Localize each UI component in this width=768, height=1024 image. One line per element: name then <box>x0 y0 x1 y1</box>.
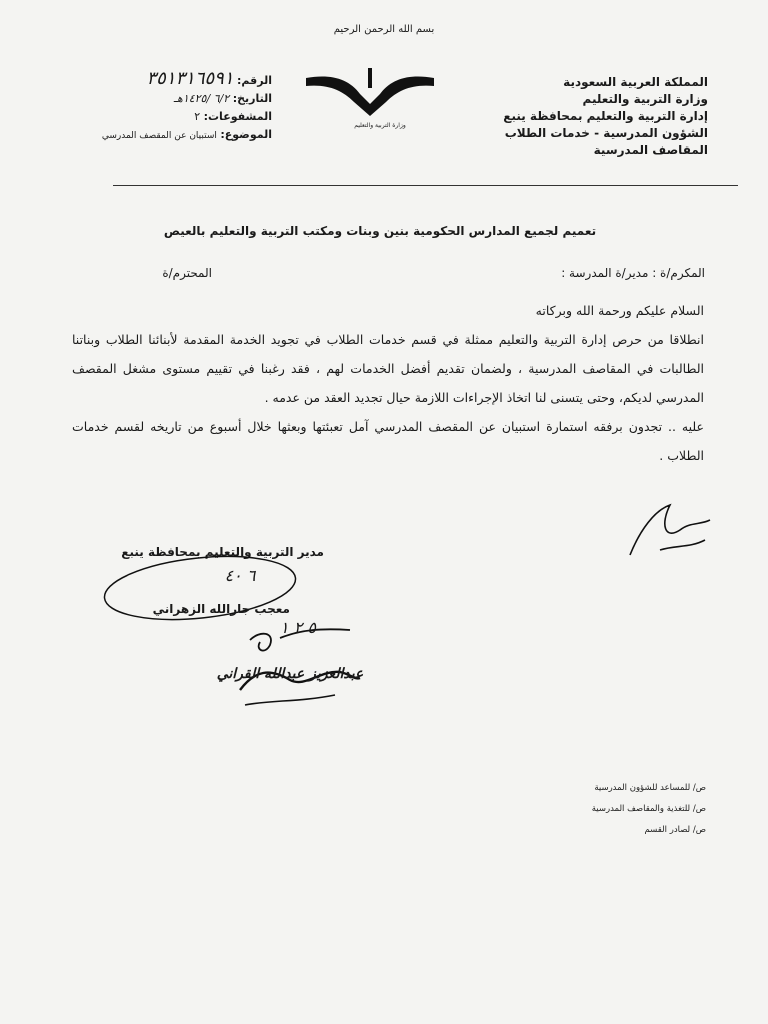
circular-title: تعميم لجميع المدارس الحكومية بنين وبنات ومكتب التربية والتعليم بالعيص <box>163 224 597 238</box>
header-divider <box>113 185 738 186</box>
signer-title: مدير التربية والتعليم بمحافظة ينبع <box>121 545 324 559</box>
body-paragraph: انطلاقا من حرص إدارة التربية والتعليم ممثلة في قسم خدمات الطلاب في تجويد الخدمة المقدمة لأبنائنا الطلاب وبناتنا الطالبات في المقاصف المدرسية ، ولضمان تقديم أفضل الخدمات لهم ، فقد رغبنا في تقييم مستوى مشغل المقصف المدرسي لديكم، وحتى يتسنى لنا اتخاذ الإجراءات اللازمة حيال تجديد العقد من عدمه . <box>72 332 704 405</box>
reference-block <box>96 70 272 145</box>
ministry-logo <box>300 64 440 144</box>
handwritten-date: ٥ ٢ ١ <box>280 618 316 637</box>
ref-date-label: التاريخ: <box>232 92 272 105</box>
honorific: المحترم/ة <box>162 266 212 280</box>
cc-item: ص/ للمساعد للشؤون المدرسية <box>594 783 706 793</box>
logo-caption: وزارة التربية والتعليم <box>354 122 406 129</box>
cc-item: ص/ للتغذية والمقاصف المدرسية <box>591 804 706 814</box>
initials-scribble <box>620 500 720 560</box>
greeting: السلام عليكم ورحمة الله وبركاته <box>535 303 704 318</box>
cc-item: ص/ لصادر القسم <box>644 825 706 835</box>
body-paragraph: عليه .. تجدون برفقه استمارة استبيان عن المقصف المدرسي آمل تعبئتها وبعثها خلال أسبوع من تاريخه لقسم خدمات الطلاب . <box>72 419 704 463</box>
ministry-line: المملكة العربية السعودية <box>563 75 708 89</box>
addressee: المكرم/ة : مدير/ة المدرسة : <box>561 266 705 280</box>
ministry-line: الشؤون المدرسية - خدمات الطلاب <box>504 126 708 140</box>
ministry-line: إدارة التربية والتعليم بمحافظة ينبع <box>503 109 708 123</box>
ref-number-label: الرقم: <box>237 74 272 87</box>
ref-subject-value: استبيان عن المقصف المدرسي <box>101 131 217 141</box>
ref-number-row <box>96 70 272 90</box>
ministry-header <box>468 74 708 159</box>
ref-attachments-row <box>96 108 272 126</box>
ref-subject-label: الموضوع: <box>220 128 272 141</box>
ref-attachments-value: ٢ <box>194 110 201 123</box>
ref-date-row <box>96 90 272 108</box>
stamp-number: ٦ ٤٠ <box>224 566 256 585</box>
signer-name: معجب جارالله الزهراني <box>152 602 290 616</box>
ref-attachments-label: المشفوعات: <box>203 110 272 123</box>
handwritten-name: عبدالعزيز عبدالله القراني <box>216 666 364 682</box>
letter-body <box>72 296 704 470</box>
ministry-line: المقاصف المدرسية <box>593 143 708 157</box>
ref-subject-row <box>96 126 272 145</box>
ref-number-value: ٣٥١٣١٦٥٩١ <box>146 68 234 89</box>
cc-list <box>548 778 706 841</box>
ref-date-value: ٦/٢ /١٤٢٥هـ <box>173 92 230 105</box>
ministry-line: وزارة التربية والتعليم <box>582 92 708 106</box>
bismillah: بسم الله الرحمن الرحيم <box>333 24 435 35</box>
